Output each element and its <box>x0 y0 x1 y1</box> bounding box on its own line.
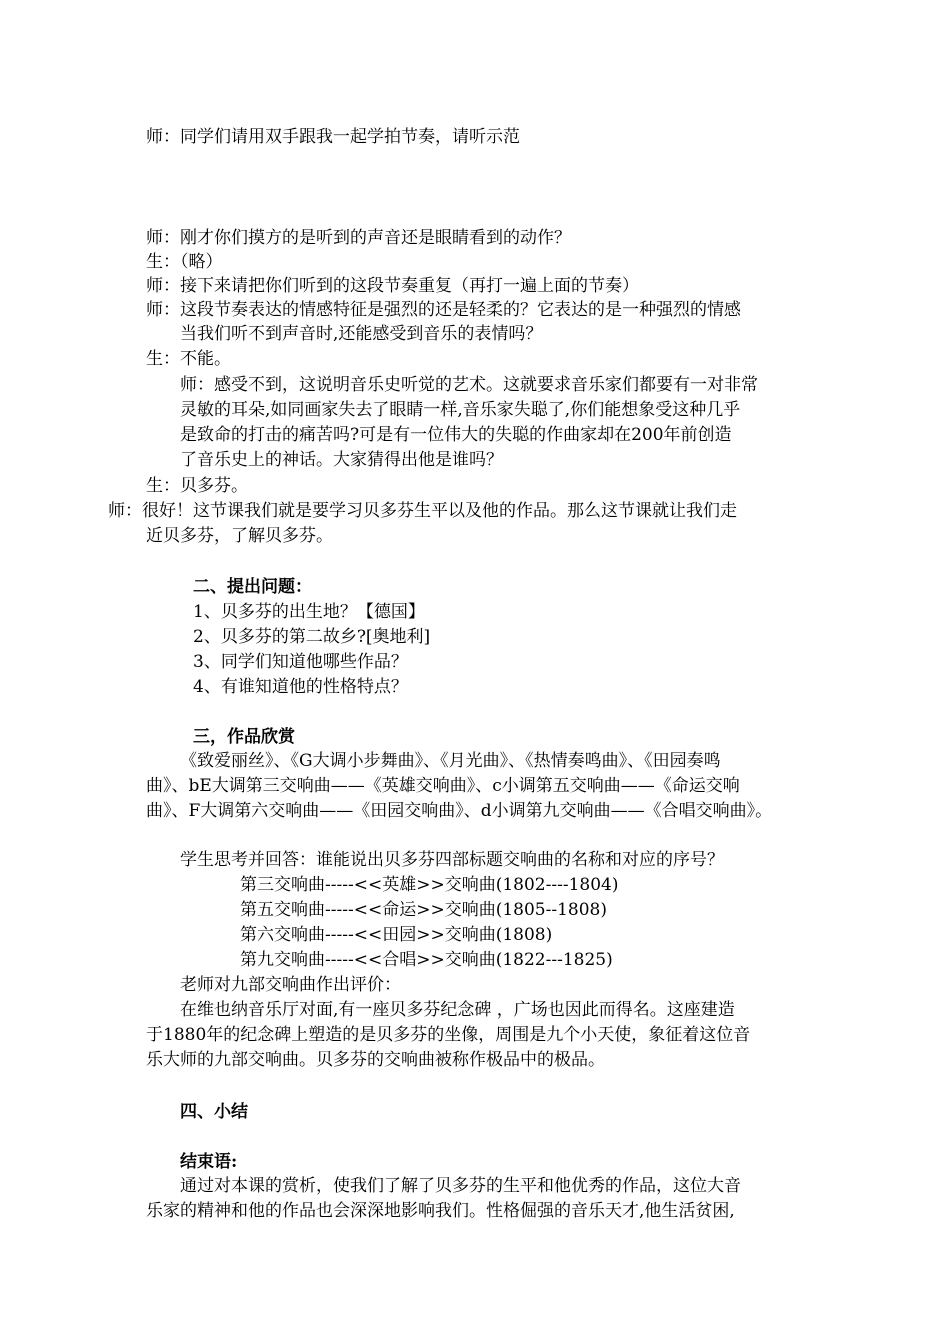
dialog-line: 师：刚才你们摸方的是听到的声音还是眼睛看到的动作？ <box>146 228 571 248</box>
dialog-line: 生：（略） <box>146 252 223 272</box>
section-heading-works: 三，作品欣赏 <box>193 727 295 747</box>
question-item: 4、有谁知道他的性格特点？ <box>193 677 408 697</box>
dialog-line: 近贝多芬，了解贝多芬。 <box>146 526 333 546</box>
evaluation-intro: 老师对九部交响曲作出评价： <box>180 975 401 995</box>
dialog-line: 是致命的打击的痛苦吗?可是有一位伟大的失聪的作曲家却在200年前创造 <box>180 425 732 445</box>
closing-heading: 结束语: <box>180 1152 238 1172</box>
symphony-item: 第六交响曲-----<<田园>>交响曲(1808) <box>240 925 553 945</box>
dialog-line: 师：很好！这节课我们就是要学习贝多芬生平以及他的作品。那么这节课就让我们走 <box>108 501 737 521</box>
dialog-line: 灵敏的耳朵,如同画家失去了眼睛一样,音乐家失聪了,你们能想象受这种几乎 <box>180 400 741 420</box>
section-heading-questions: 二、提出问题： <box>193 577 312 597</box>
evaluation-line: 在维也纳音乐厅对面,有一座贝多芬纪念碑 ，广场也因此而得名。这座建造 <box>180 1000 735 1020</box>
symphony-item: 第九交响曲-----<<合唱>>交响曲(1822---1825) <box>240 950 613 970</box>
dialog-line: 生：贝多芬。 <box>146 476 248 496</box>
works-line: 曲》、F大调第六交响曲——《田园交响曲》、d小调第九交响曲——《合唱交响曲》。 <box>146 801 773 821</box>
closing-line: 通过对本课的赏析，使我们了解了贝多芬的生平和他优秀的作品，这位大音 <box>180 1176 741 1196</box>
works-line: 曲》、bE大调第三交响曲——《英雄交响曲》、c小调第五交响曲——《命运交响 <box>146 776 740 796</box>
symphony-item: 第三交响曲-----<<英雄>>交响曲(1802----1804) <box>240 875 619 895</box>
symphony-item: 第五交响曲-----<<命运>>交响曲(1805--1808) <box>240 900 607 920</box>
closing-line: 乐家的精神和他的作品也会深深地影响我们。性格倔强的音乐天才,他生活贫困, <box>146 1201 735 1221</box>
dialog-line: 当我们听不到声音时,还能感受到音乐的表情吗？ <box>180 324 543 344</box>
evaluation-line: 于1880年的纪念碑上塑造的是贝多芬的坐像，周围是九个小天使，象征着这位音 <box>146 1025 751 1045</box>
section-heading-summary: 四、小结 <box>180 1102 248 1122</box>
dialog-line: 生：不能。 <box>146 349 231 369</box>
evaluation-line: 乐大师的九部交响曲。贝多芬的交响曲被称作极品中的极品。 <box>146 1050 605 1070</box>
dialog-line: 师：接下来请把你们听到的这段节奏重复（再打一遍上面的节奏） <box>146 276 639 296</box>
question-item: 1、贝多芬的出生地？【德国】 <box>193 602 425 622</box>
dialog-line: 师：感受不到，这说明音乐史听觉的艺术。这就要求音乐家们都要有一对非常 <box>180 375 758 395</box>
question-item: 2、贝多芬的第二故乡?[奥地利] <box>193 627 431 647</box>
teacher-line-clap: 师：同学们请用双手跟我一起学拍节奏，请听示范 <box>146 127 520 147</box>
question-item: 3、同学们知道他哪些作品？ <box>193 652 408 672</box>
dialog-line: 了音乐史上的神话。大家猜得出他是谁吗？ <box>180 450 503 470</box>
dialog-line: 师：这段节奏表达的情感特征是强烈的还是轻柔的？它表达的是一种强烈的情感 <box>146 300 741 320</box>
works-line: 《致爱丽丝》、《G大调小步舞曲》、《月光曲》、《热情奏鸣曲》、《田园奏鸣 <box>180 751 721 771</box>
student-question: 学生思考并回答：谁能说出贝多芬四部标题交响曲的名称和对应的序号？ <box>180 850 724 870</box>
